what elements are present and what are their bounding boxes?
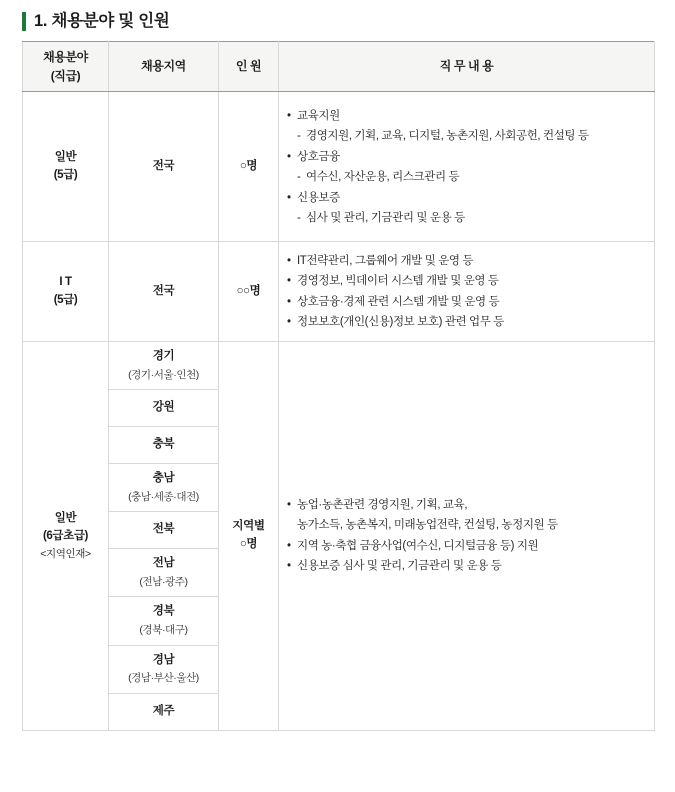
duty-item: • 신용보증 <box>287 189 646 207</box>
area-name: 경남 <box>152 653 175 666</box>
row-duty-it5 <box>279 242 655 342</box>
duty-item: • 경영정보, 빅데이터 시스템 개발 및 운영 등 <box>287 272 646 290</box>
duty-item: • 지역 농·축협 금융사업(여수신, 디지털금융 등) 지원 <box>287 537 646 555</box>
column-header-field-line1: 채용분야 <box>43 50 88 64</box>
area-name: 제주 <box>152 704 175 717</box>
area-name: 충남 <box>152 472 175 485</box>
row-area-gangwon <box>109 390 219 427</box>
table-header-row <box>23 42 655 92</box>
area-detail: (경북·대구) <box>139 624 188 637</box>
duty-item: • 정보보호(개인(신용)정보 보호) 관련 업무 등 <box>287 313 646 331</box>
table-row <box>23 242 655 342</box>
table-row <box>23 92 655 242</box>
table-row <box>23 342 655 390</box>
table-header <box>23 42 655 92</box>
row-area-gyeonggi <box>109 342 219 390</box>
duty-list <box>287 496 646 576</box>
area-name: 경북 <box>152 605 175 618</box>
row-area-jeju <box>109 693 219 730</box>
field-grade: (5급) <box>53 168 78 181</box>
area-name: 충북 <box>152 438 175 451</box>
row-count-it5: ○○명 <box>219 242 279 342</box>
column-header-count: 인 원 <box>219 42 279 92</box>
area-detail: (전남·광주) <box>139 576 188 589</box>
row-field-it5 <box>23 242 109 342</box>
duty-item: • 상호금융·경제 관련 시스템 개발 및 운영 등 <box>287 293 646 311</box>
row-area-chungnam <box>109 464 219 512</box>
duty-subitem: - 여수신, 자산운용, 리스크관리 등 <box>287 168 646 186</box>
field-grade: (5급) <box>53 293 78 306</box>
row-area-gyeongnam <box>109 645 219 693</box>
duty-list <box>287 252 646 332</box>
duty-item: • 교육지원 <box>287 107 646 125</box>
field-grade: (6급초급) <box>43 529 88 542</box>
column-header-area: 채용지역 <box>109 42 219 92</box>
column-header-field <box>23 42 109 92</box>
page-title: 1. 채용분야 및 인원 <box>34 12 170 31</box>
duty-item-continuation: 농가소득, 농촌복지, 미래농업전략, 컨설팅, 농정지원 등 <box>297 519 558 532</box>
area-name: 강원 <box>152 401 175 414</box>
duty-item: • IT전략관리, 그룹웨어 개발 및 운영 등 <box>287 252 646 270</box>
row-field-general5 <box>23 92 109 242</box>
area-name: 전남 <box>152 557 175 570</box>
field-note: <지역인재> <box>40 547 91 560</box>
table-body <box>23 92 655 730</box>
column-header-duty: 직 무 내 용 <box>279 42 655 92</box>
area-detail: (경남·부산·울산) <box>128 672 199 685</box>
field-name: 일반 <box>54 150 77 163</box>
row-duty-general6 <box>279 342 655 730</box>
row-area-general5: 전국 <box>109 92 219 242</box>
field-name: I T <box>59 275 72 288</box>
row-count-general6 <box>219 342 279 730</box>
row-count-general5: ○명 <box>219 92 279 242</box>
duty-item: • 농업·농촌관련 경영지원, 기획, 교육, <box>287 496 646 514</box>
recruitment-table <box>22 41 655 731</box>
row-area-it5: 전국 <box>109 242 219 342</box>
row-area-jeonnam <box>109 549 219 597</box>
section-title <box>0 0 675 41</box>
area-name: 경기 <box>152 350 175 363</box>
row-area-jeonbuk <box>109 512 219 549</box>
duty-subitem: - 경영지원, 기획, 교육, 디지털, 농촌지원, 사회공헌, 컨설팅 등 <box>287 127 646 145</box>
row-area-gyeongbuk <box>109 597 219 645</box>
duty-subitem: - 심사 및 관리, 기금관리 및 운용 등 <box>287 209 646 227</box>
duty-item: • 상호금융 <box>287 148 646 166</box>
row-area-chungbuk <box>109 427 219 464</box>
row-duty-general5 <box>279 92 655 242</box>
row-field-general6 <box>23 342 109 730</box>
count-line1: 지역별 <box>232 520 265 533</box>
area-name: 전북 <box>152 523 175 536</box>
area-detail: (충남·세종·대전) <box>128 491 199 504</box>
accent-bar-icon <box>22 12 26 31</box>
area-detail: (경기·서울·인천) <box>128 369 199 381</box>
duty-list <box>287 107 646 227</box>
duty-item: • 신용보증 심사 및 관리, 기금관리 및 운용 등 <box>287 557 646 575</box>
field-name: 일반 <box>54 511 77 524</box>
count-line2: ○명 <box>239 537 258 550</box>
column-header-field-line2: (직급) <box>50 68 81 83</box>
